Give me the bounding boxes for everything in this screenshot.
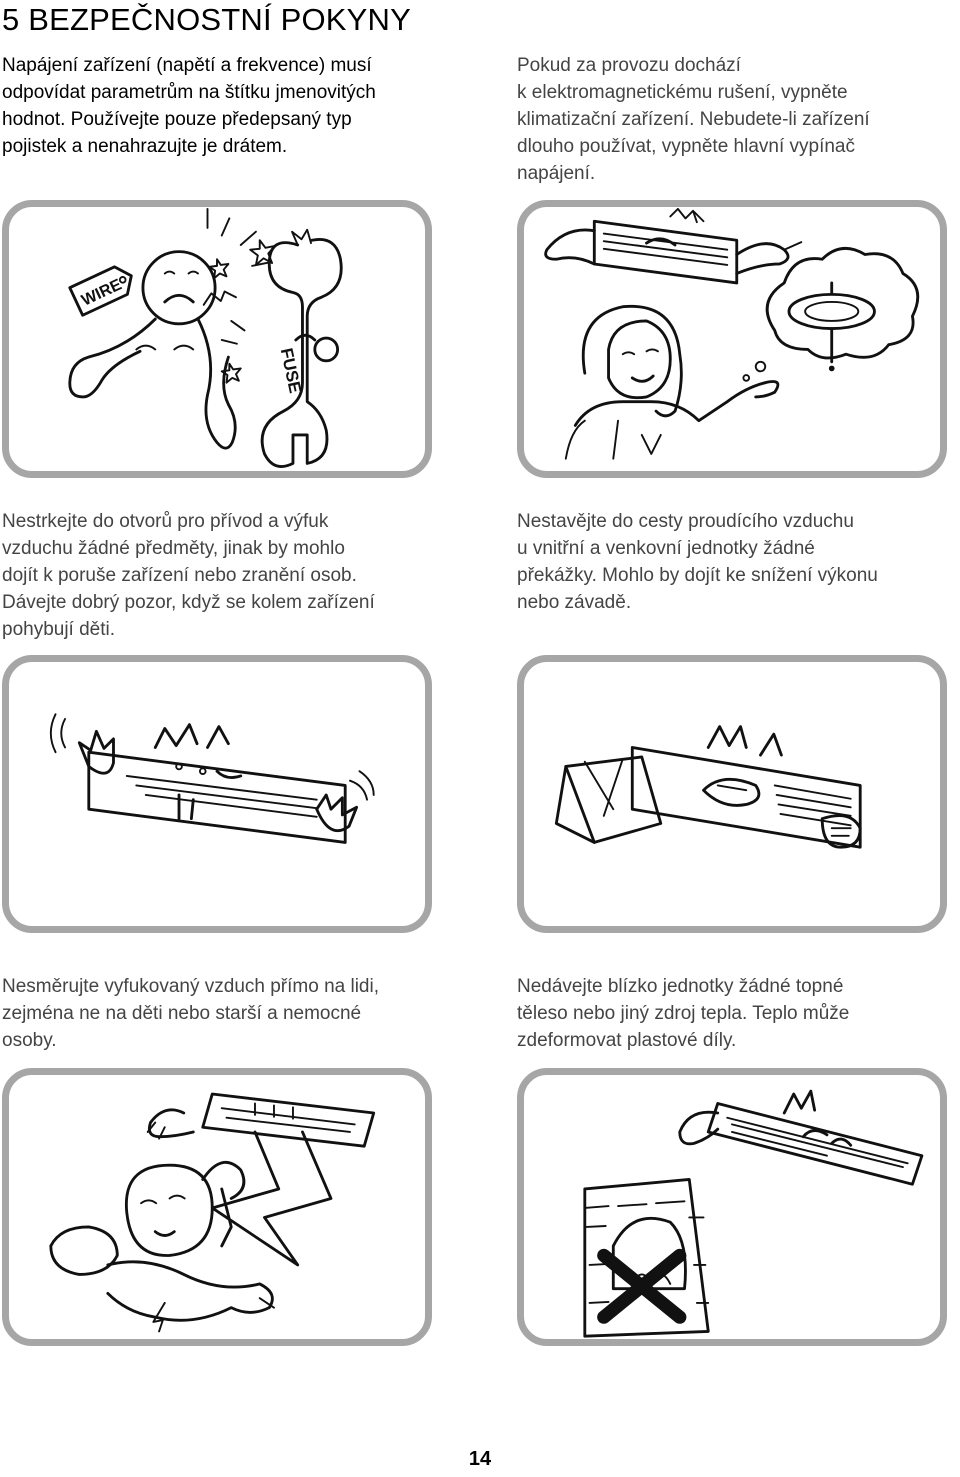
illustration-obstacle: [517, 655, 947, 933]
page-title: 5 BEZPEČNOSTNÍ POKYNY: [2, 2, 412, 37]
section-text-direct-air: Nesměrujte vyfukovaný vzduch přímo na lidi, zejména ne na děti nebo starší a nemocné osoby.: [2, 976, 379, 1051]
obstacle-drawing: [524, 662, 940, 926]
illustration-child-openings: [2, 655, 432, 933]
heater-drawing: [524, 1075, 940, 1339]
fuse-label: FUSE: [276, 346, 305, 395]
section-text-heat-source: Nedávejte blízko jednotky žádné topné těleso nebo jiný zdroj tepla. Teplo může zdeformovat plastové díly.: [517, 976, 850, 1051]
baby-airflow-drawing: [9, 1075, 425, 1339]
child-openings-drawing: [9, 662, 425, 926]
illustration-heater: [517, 1068, 947, 1346]
illustration-unit-switch-off: [517, 200, 947, 478]
illustration-baby-airflow: [2, 1068, 432, 1346]
section-text-openings: Nestrkejte do otvorů pro přívod a výfuk vzduchu žádné předměty, jinak by mohlo dojít k poruše zařízení nebo zranění osob. Dávejte dobrý pozor, když se kolem zařízení pohybují děti.: [2, 511, 375, 640]
section-text-obstacles: Nestavějte do cesty proudícího vzduchu u vnitřní a venkovní jednotky žádné překážky. Mohlo by dojít ke snížení výkonu nebo závadě.: [517, 511, 878, 613]
section-text-interference: Pokud za provozu dochází k elektromagnetickému rušení, vypněte klimatizační zařízení. Nebudete-li zařízení dlouho používat, vypněte hlavní vypínač napájení.: [517, 55, 870, 184]
illustration-wire-fuse: [2, 200, 432, 478]
unit-switch-off-drawing: [524, 207, 940, 471]
page-number: 14: [468, 1448, 492, 1470]
wire-fuse-drawing: [9, 207, 425, 471]
wire-label: WIRE: [78, 275, 125, 310]
section-text-fuse: Napájení zařízení (napětí a frekvence) musí odpovídat parametrům na štítku jmenovitých hodnot. Používejte pouze předepsaný typ pojistek a nenahrazujte je drátem.: [2, 55, 376, 157]
